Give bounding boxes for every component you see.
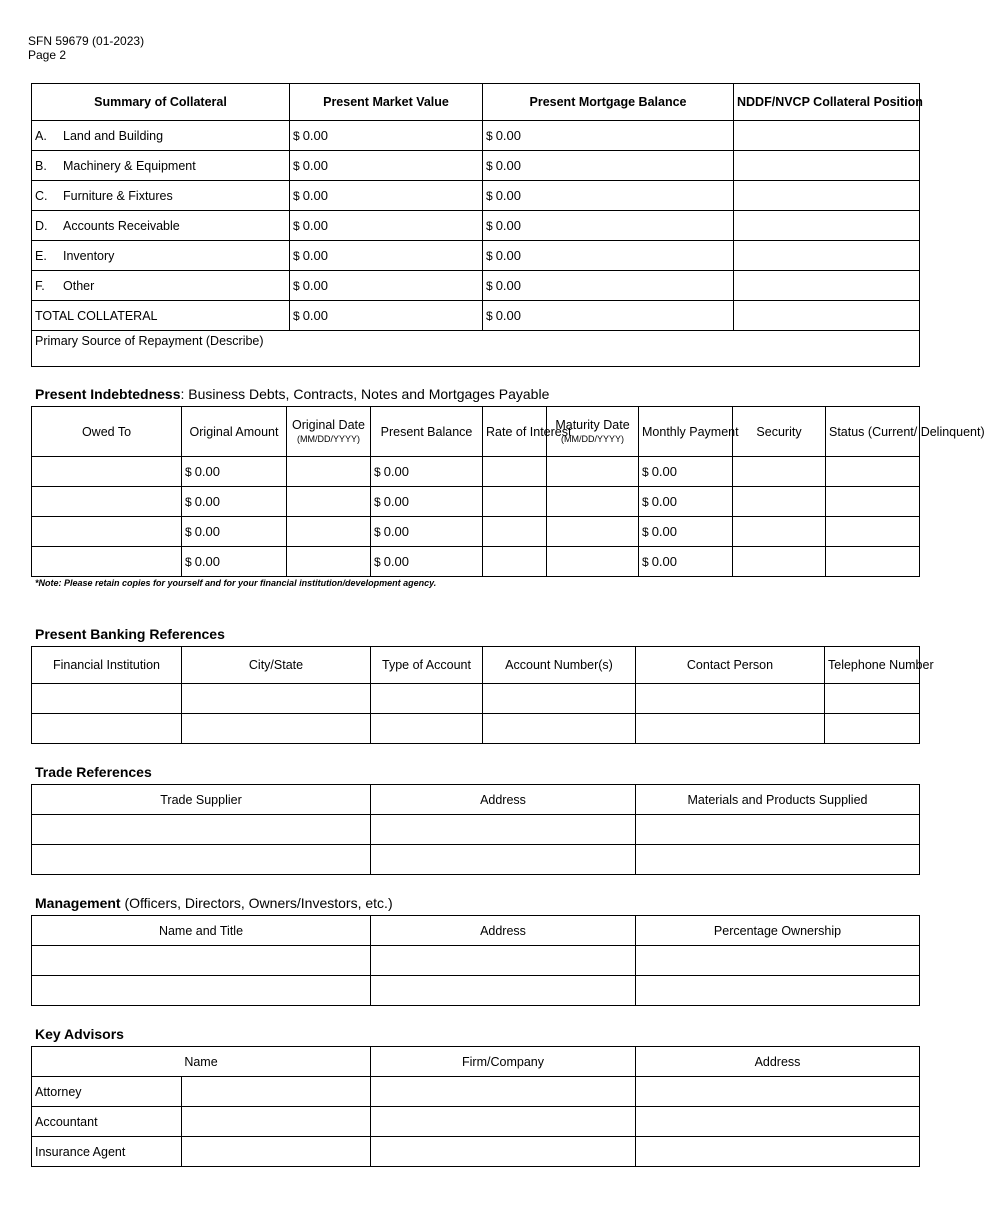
col-header-original-date: Original Date (MM/DD/YYYY) bbox=[287, 407, 371, 457]
original-date-field[interactable] bbox=[287, 517, 371, 547]
address-field[interactable] bbox=[371, 845, 636, 875]
advisors-table bbox=[31, 1046, 920, 1167]
col-header-address: Address bbox=[371, 916, 636, 946]
security-field[interactable] bbox=[733, 517, 826, 547]
col-header-rate-of-interest: Rate of Interest bbox=[483, 407, 547, 457]
monthly-payment-field[interactable]: $ 0.00 bbox=[639, 547, 733, 577]
original-amount-field[interactable]: $ 0.00 bbox=[182, 547, 287, 577]
collateral-label: D. Accounts Receivable bbox=[32, 211, 290, 241]
col-header-account-numbers: Account Number(s) bbox=[483, 647, 636, 684]
market-value-field[interactable]: $ 0.00 bbox=[290, 211, 483, 241]
original-date-field[interactable] bbox=[287, 547, 371, 577]
original-date-field[interactable] bbox=[287, 487, 371, 517]
col-header-monthly-payment: Monthly Payment bbox=[639, 407, 733, 457]
table-row bbox=[32, 1137, 920, 1167]
advisor-role-label: Attorney bbox=[32, 1077, 182, 1107]
repayment-source-field[interactable]: Primary Source of Repayment (Describe) bbox=[32, 331, 920, 367]
trade-table bbox=[31, 784, 920, 875]
table-row bbox=[32, 487, 920, 517]
owed-to-field[interactable] bbox=[32, 547, 182, 577]
advisor-role-label: Accountant bbox=[32, 1107, 182, 1137]
address-field[interactable] bbox=[371, 815, 636, 845]
col-header-trade-supplier: Trade Supplier bbox=[32, 785, 371, 815]
address-field[interactable] bbox=[371, 946, 636, 976]
col-header-percentage-ownership: Percentage Ownership bbox=[636, 916, 920, 946]
monthly-payment-field[interactable]: $ 0.00 bbox=[639, 487, 733, 517]
table-row bbox=[32, 517, 920, 547]
col-header-owed-to: Owed To bbox=[32, 407, 182, 457]
telephone-field[interactable] bbox=[825, 684, 920, 714]
original-date-field[interactable] bbox=[287, 457, 371, 487]
collateral-label: C. Furniture & Fixtures bbox=[32, 181, 290, 211]
form-header bbox=[28, 34, 144, 62]
name-title-field[interactable] bbox=[32, 976, 371, 1006]
mortgage-balance-field[interactable]: $ 0.00 bbox=[483, 181, 734, 211]
collateral-label: E. Inventory bbox=[32, 241, 290, 271]
materials-field[interactable] bbox=[636, 845, 920, 875]
mortgage-balance-field[interactable]: $ 0.00 bbox=[483, 241, 734, 271]
city-state-field[interactable] bbox=[182, 684, 371, 714]
management-table bbox=[31, 915, 920, 1006]
present-balance-field[interactable]: $ 0.00 bbox=[371, 547, 483, 577]
collateral-position-field[interactable] bbox=[734, 181, 920, 211]
account-number-field[interactable] bbox=[483, 684, 636, 714]
col-header-name-title: Name and Title bbox=[32, 916, 371, 946]
present-balance-field[interactable]: $ 0.00 bbox=[371, 517, 483, 547]
col-header-account-type: Type of Account bbox=[371, 647, 483, 684]
address-field[interactable] bbox=[636, 1137, 920, 1167]
firm-company-field[interactable] bbox=[371, 1107, 636, 1137]
management-title: Management (Officers, Directors, Owners/Investors, etc.) bbox=[35, 895, 393, 911]
table-row bbox=[32, 714, 920, 744]
financial-institution-field[interactable] bbox=[32, 684, 182, 714]
col-header-contact-person: Contact Person bbox=[636, 647, 825, 684]
page-number: Page 2 bbox=[28, 48, 67, 62]
trade-supplier-field[interactable] bbox=[32, 845, 371, 875]
col-header-name: Name bbox=[32, 1047, 371, 1077]
market-value-field[interactable]: $ 0.00 bbox=[290, 181, 483, 211]
table-row bbox=[32, 1077, 920, 1107]
collateral-label: F. Other bbox=[32, 271, 290, 301]
advisor-name-field[interactable] bbox=[182, 1077, 371, 1107]
materials-field[interactable] bbox=[636, 815, 920, 845]
col-header-materials-supplied: Materials and Products Supplied bbox=[636, 785, 920, 815]
col-header-summary: Summary of Collateral bbox=[32, 84, 290, 121]
address-field[interactable] bbox=[371, 976, 636, 1006]
maturity-date-field[interactable] bbox=[547, 487, 639, 517]
col-header-firm-company: Firm/Company bbox=[371, 1047, 636, 1077]
rate-field[interactable] bbox=[483, 547, 547, 577]
table-row bbox=[32, 946, 920, 976]
original-amount-field[interactable]: $ 0.00 bbox=[182, 487, 287, 517]
security-field[interactable] bbox=[733, 547, 826, 577]
market-value-field[interactable]: $ 0.00 bbox=[290, 271, 483, 301]
advisor-name-field[interactable] bbox=[182, 1137, 371, 1167]
table-row bbox=[32, 976, 920, 1006]
col-header-maturity-date: Maturity Date (MM/DD/YYYY) bbox=[547, 407, 639, 457]
mortgage-balance-field[interactable]: $ 0.00 bbox=[483, 151, 734, 181]
advisor-role-label: Insurance Agent bbox=[32, 1137, 182, 1167]
col-header-address: Address bbox=[371, 785, 636, 815]
contact-person-field[interactable] bbox=[636, 714, 825, 744]
banking-title: Present Banking References bbox=[35, 626, 225, 642]
contact-person-field[interactable] bbox=[636, 684, 825, 714]
table-row bbox=[32, 271, 920, 301]
collateral-position-field[interactable] bbox=[734, 121, 920, 151]
account-type-field[interactable] bbox=[371, 684, 483, 714]
collateral-position-field[interactable] bbox=[734, 151, 920, 181]
financial-institution-field[interactable] bbox=[32, 714, 182, 744]
address-field[interactable] bbox=[636, 1077, 920, 1107]
owed-to-field[interactable] bbox=[32, 457, 182, 487]
maturity-date-field[interactable] bbox=[547, 547, 639, 577]
col-header-financial-institution: Financial Institution bbox=[32, 647, 182, 684]
total-row bbox=[32, 301, 920, 331]
monthly-payment-field[interactable]: $ 0.00 bbox=[639, 457, 733, 487]
table-row bbox=[32, 1107, 920, 1137]
collateral-position-field[interactable] bbox=[734, 211, 920, 241]
total-market-value-field[interactable]: $ 0.00 bbox=[290, 301, 483, 331]
col-header-telephone: Telephone Number bbox=[825, 647, 920, 684]
trade-title: Trade References bbox=[35, 764, 152, 780]
status-field[interactable] bbox=[826, 547, 920, 577]
col-header-city-state: City/State bbox=[182, 647, 371, 684]
monthly-payment-field[interactable]: $ 0.00 bbox=[639, 517, 733, 547]
col-header-collateral-position: NDDF/NVCP Collateral Position bbox=[734, 84, 920, 121]
name-title-field[interactable] bbox=[32, 946, 371, 976]
owed-to-field[interactable] bbox=[32, 517, 182, 547]
collateral-table bbox=[31, 83, 923, 367]
col-header-security: Security bbox=[733, 407, 826, 457]
original-amount-field[interactable]: $ 0.00 bbox=[182, 517, 287, 547]
table-row bbox=[32, 684, 920, 714]
city-state-field[interactable] bbox=[182, 714, 371, 744]
owed-to-field[interactable] bbox=[32, 487, 182, 517]
present-balance-field[interactable]: $ 0.00 bbox=[371, 487, 483, 517]
maturity-date-field[interactable] bbox=[547, 517, 639, 547]
table-row bbox=[32, 457, 920, 487]
form-id: SFN 59679 (01-2023) bbox=[28, 34, 145, 48]
col-header-address: Address bbox=[636, 1047, 920, 1077]
table-row bbox=[32, 241, 920, 271]
retain-copies-note: *Note: Please retain copies for yourself and for your financial institution/development agency. bbox=[35, 578, 437, 588]
table-row bbox=[32, 211, 920, 241]
collateral-position-field[interactable] bbox=[734, 271, 920, 301]
col-header-market-value: Present Market Value bbox=[290, 84, 483, 121]
table-row bbox=[32, 815, 920, 845]
advisors-title: Key Advisors bbox=[35, 1026, 124, 1042]
table-row bbox=[32, 547, 920, 577]
present-balance-field[interactable]: $ 0.00 bbox=[371, 457, 483, 487]
address-field[interactable] bbox=[636, 1107, 920, 1137]
original-amount-field[interactable]: $ 0.00 bbox=[182, 457, 287, 487]
status-field[interactable] bbox=[826, 517, 920, 547]
mortgage-balance-field[interactable]: $ 0.00 bbox=[483, 211, 734, 241]
rate-field[interactable] bbox=[483, 487, 547, 517]
table-row bbox=[32, 181, 920, 211]
total-mortgage-balance-field[interactable]: $ 0.00 bbox=[483, 301, 734, 331]
collateral-label: A. Land and Building bbox=[32, 121, 290, 151]
status-field[interactable] bbox=[826, 457, 920, 487]
collateral-label: B. Machinery & Equipment bbox=[32, 151, 290, 181]
telephone-field[interactable] bbox=[825, 714, 920, 744]
maturity-date-field[interactable] bbox=[547, 457, 639, 487]
status-field[interactable] bbox=[826, 487, 920, 517]
ownership-field[interactable] bbox=[636, 976, 920, 1006]
total-collateral-label: TOTAL COLLATERAL bbox=[32, 301, 290, 331]
table-row bbox=[32, 121, 920, 151]
ownership-field[interactable] bbox=[636, 946, 920, 976]
firm-company-field[interactable] bbox=[371, 1077, 636, 1107]
indebtedness-title: Present Indebtedness: Business Debts, Contracts, Notes and Mortgages Payable bbox=[35, 386, 550, 402]
table-row bbox=[32, 845, 920, 875]
account-type-field[interactable] bbox=[371, 714, 483, 744]
security-field[interactable] bbox=[733, 487, 826, 517]
rate-field[interactable] bbox=[483, 517, 547, 547]
collateral-position-field[interactable] bbox=[734, 241, 920, 271]
firm-company-field[interactable] bbox=[371, 1137, 636, 1167]
indebtedness-table bbox=[31, 406, 985, 577]
mortgage-balance-field[interactable]: $ 0.00 bbox=[483, 121, 734, 151]
banking-table bbox=[31, 646, 934, 744]
table-row bbox=[32, 151, 920, 181]
mortgage-balance-field[interactable]: $ 0.00 bbox=[483, 271, 734, 301]
market-value-field[interactable]: $ 0.00 bbox=[290, 151, 483, 181]
col-header-present-balance: Present Balance bbox=[371, 407, 483, 457]
total-collateral-position-field[interactable] bbox=[734, 301, 920, 331]
market-value-field[interactable]: $ 0.00 bbox=[290, 241, 483, 271]
col-header-mortgage-balance: Present Mortgage Balance bbox=[483, 84, 734, 121]
account-number-field[interactable] bbox=[483, 714, 636, 744]
trade-supplier-field[interactable] bbox=[32, 815, 371, 845]
rate-field[interactable] bbox=[483, 457, 547, 487]
col-header-status: Status (Current/ Delinquent) bbox=[826, 407, 920, 457]
col-header-original-amount: Original Amount bbox=[182, 407, 287, 457]
market-value-field[interactable]: $ 0.00 bbox=[290, 121, 483, 151]
security-field[interactable] bbox=[733, 457, 826, 487]
advisor-name-field[interactable] bbox=[182, 1107, 371, 1137]
